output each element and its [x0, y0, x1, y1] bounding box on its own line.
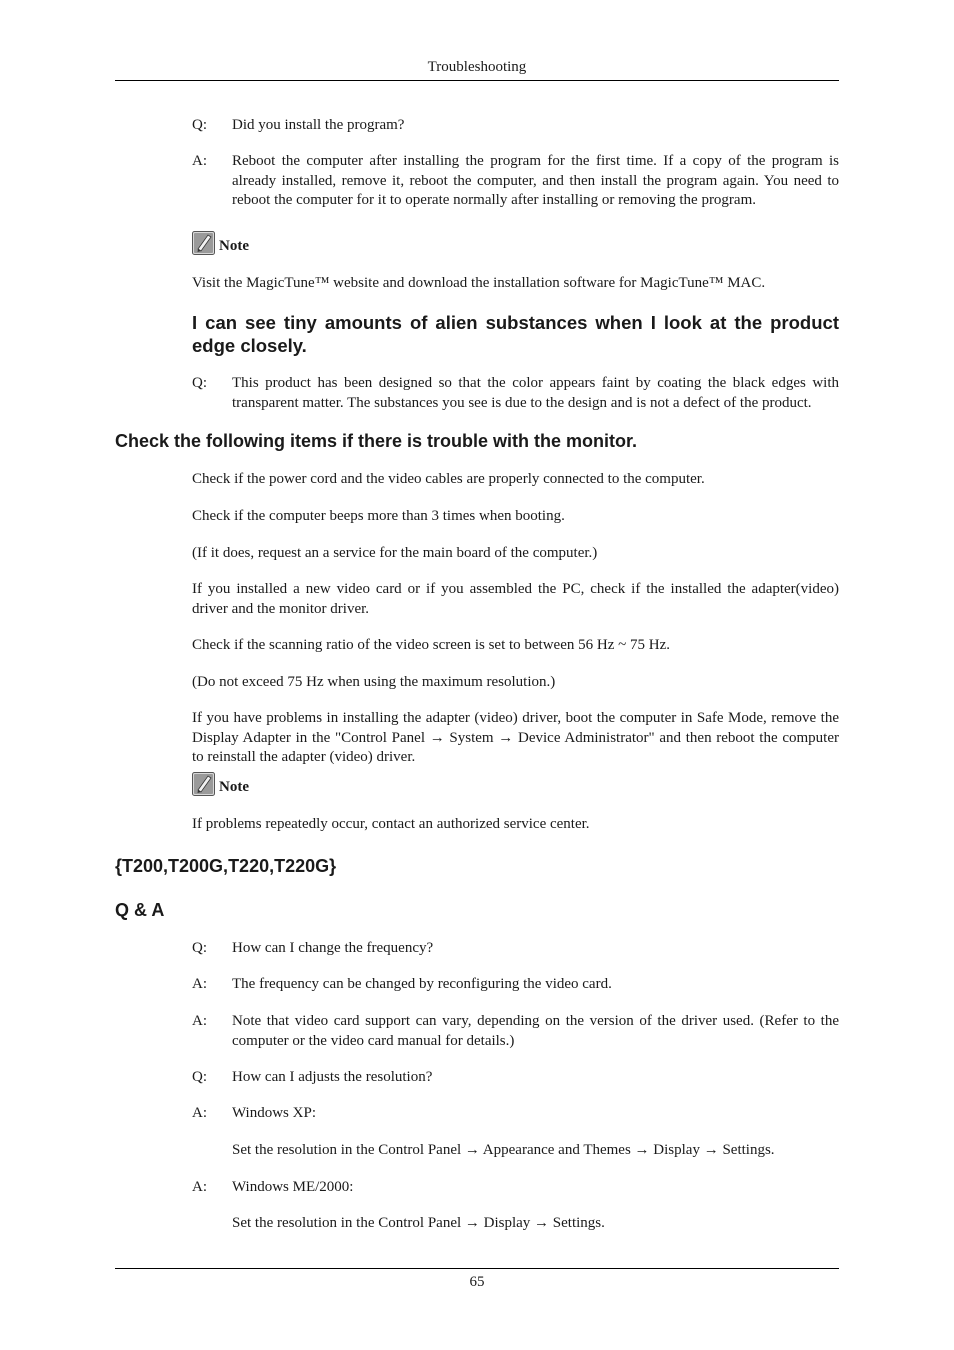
- note-callout: [192, 227, 249, 255]
- qa-item: [192, 374, 839, 413]
- answer-label: A:: [192, 1179, 207, 1195]
- question-text: Did you install the program?: [232, 117, 405, 133]
- answer-text: Note that video card support can vary, depending on the version of the driver used. (Refer to the computer or the video card manual for details.): [232, 1013, 839, 1049]
- footer-rule: [115, 1268, 839, 1269]
- page-number: 65: [469, 1274, 485, 1290]
- question-text: This product has been designed so that the color appears faint by coating the black edges with transparent matter. The substances you see is due to the design and is not a defect of the product.: [232, 375, 839, 411]
- paragraph: (Do not exceed 75 Hz when using the maximum resolution.): [192, 674, 556, 690]
- section-heading-alien-substances: I can see tiny amounts of alien substances when I look at the product edge closely.: [192, 312, 839, 356]
- question-text: How can I adjusts the resolution?: [232, 1069, 433, 1085]
- paragraph: If you have problems in installing the adapter (video) driver, boot the computer in Safe Mode, remove the Display Adapter in the "Control Panel → System → Device Administrator" and then reboot the computer to reinstall the adapter (video) driver.: [192, 710, 839, 765]
- question-text: How can I change the frequency?: [232, 940, 434, 956]
- qa-item: [192, 1012, 839, 1051]
- question-label: Q:: [192, 117, 207, 133]
- paragraph: If you installed a new video card or if you assembled the PC, check if the installed the adapter(video) driver and the monitor driver.: [192, 581, 839, 617]
- section-heading-check-monitor: Check the following items if there is trouble with the monitor.: [115, 431, 638, 451]
- paragraph: Check if the power cord and the video cables are properly connected to the computer.: [192, 471, 705, 487]
- question-label: Q:: [192, 375, 207, 391]
- answer-label: A:: [192, 1013, 207, 1029]
- qa-item: [192, 939, 839, 959]
- section-heading-models: {T200,T200G,T220,T220G}: [115, 856, 337, 876]
- note-label: Note: [219, 238, 249, 254]
- paragraph: Check if the scanning ratio of the video screen is set to between 56 Hz ~ 75 Hz.: [192, 637, 670, 653]
- question-label: Q:: [192, 1069, 207, 1085]
- section-heading-qa: Q & A: [115, 900, 165, 920]
- note-label: Note: [219, 779, 249, 795]
- answer-text: Windows XP:: [232, 1105, 316, 1121]
- answer-text: Windows ME/2000:: [232, 1179, 354, 1195]
- answer-text: Reboot the computer after installing the program for the first time. If a copy of the program is already installed, remove it, reboot the computer, and then install the program again. You need to reboot the computer for it to operate normally after installing or removing the program.: [232, 153, 839, 208]
- answer-label: A:: [192, 976, 207, 992]
- paragraph: Check if the computer beeps more than 3 times when booting.: [192, 508, 565, 524]
- qa-item: [192, 975, 839, 995]
- question-label: Q:: [192, 940, 207, 956]
- note-text: If problems repeatedly occur, contact an authorized service center.: [192, 816, 590, 832]
- qa-item: [192, 1068, 839, 1088]
- note-text: Visit the MagicTune™ website and download the installation software for MagicTune™ MAC.: [192, 275, 766, 291]
- qa-item: [192, 1178, 839, 1198]
- answer-detail: Set the resolution in the Control Panel → Appearance and Themes → Display → Settings.: [232, 1142, 775, 1158]
- note-callout: [192, 768, 249, 796]
- running-header: Troubleshooting: [427, 59, 527, 75]
- qa-item: [192, 116, 839, 136]
- note-pencil-icon: [192, 772, 215, 796]
- qa-item: [192, 152, 839, 211]
- note-pencil-icon: [192, 231, 215, 255]
- answer-text: The frequency can be changed by reconfiguring the video card.: [232, 976, 612, 992]
- header-rule: [115, 80, 839, 81]
- answer-label: A:: [192, 1105, 207, 1121]
- paragraph: (If it does, request an a service for the main board of the computer.): [192, 545, 598, 561]
- answer-detail: Set the resolution in the Control Panel → Display → Settings.: [232, 1215, 605, 1231]
- answer-label: A:: [192, 153, 207, 169]
- qa-item: [192, 1104, 839, 1124]
